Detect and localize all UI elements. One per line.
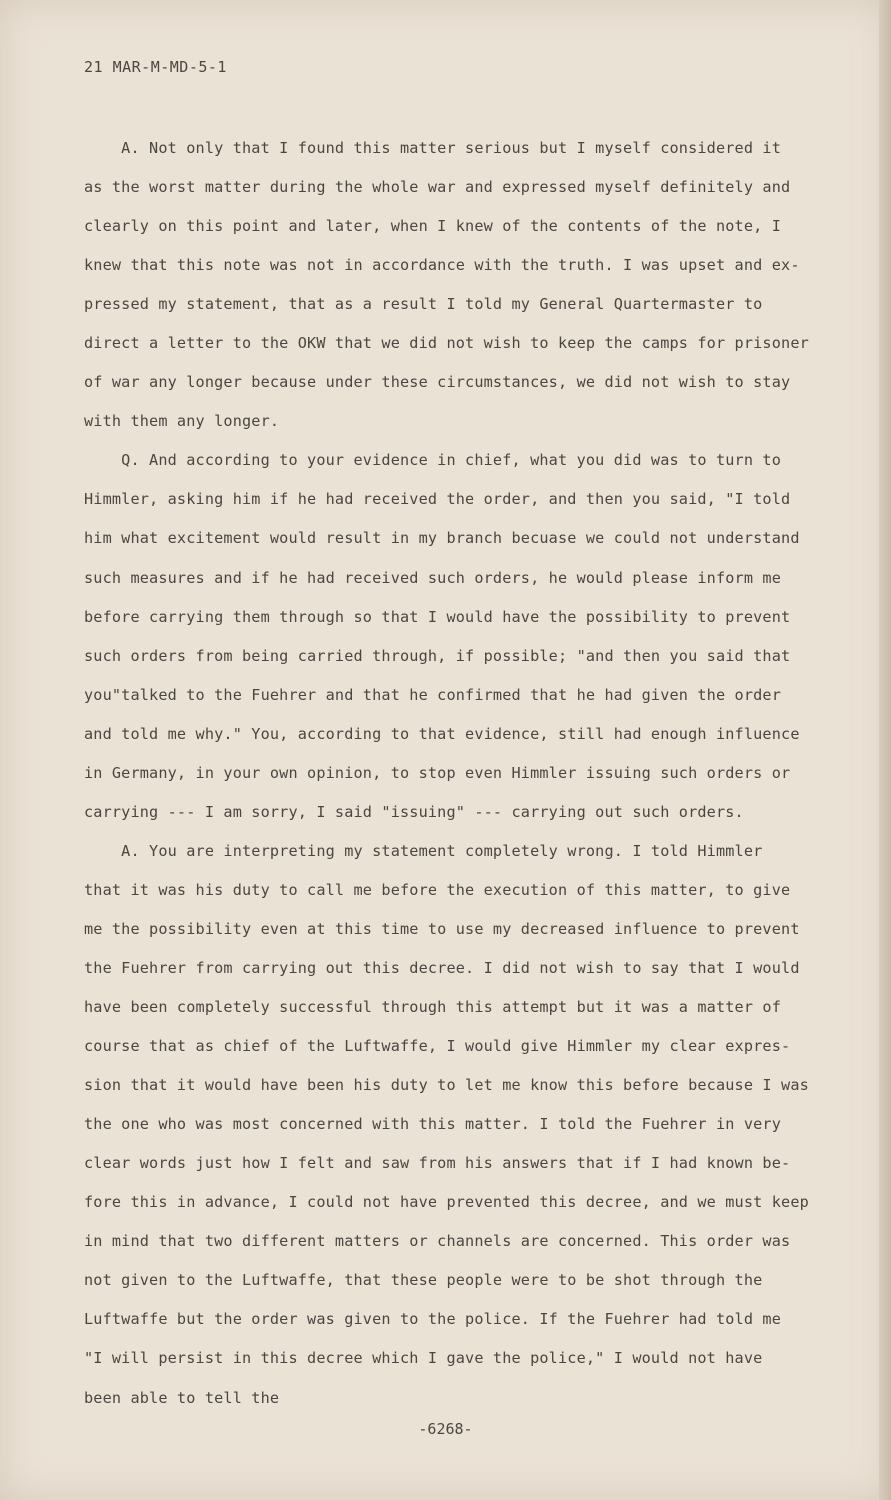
text-line: Luftwaffe but the order was given to the police. If the Fuehrer had told me xyxy=(84,1310,782,1329)
page-number: -6268- xyxy=(418,1420,473,1438)
text-line: Q. And according to your evidence in chief, what you did was to turn to xyxy=(84,451,782,470)
text-line: him what excitement would result in my branch becuase we could not understand xyxy=(84,529,800,548)
text-line: in Germany, in your own opinion, to stop even Himmler issuing such orders or xyxy=(84,763,791,782)
text-line: pressed my statement, that as a result I told my General Quartermaster to xyxy=(84,295,763,314)
text-line: direct a letter to the OKW that we did not wish to keep the camps for prisoner xyxy=(84,334,809,353)
text-line: clearly on this point and later, when I knew of the contents of the note, I xyxy=(84,217,782,236)
text-line: clear words just how I felt and saw from his answers that if I had known be- xyxy=(84,1154,791,1173)
text-line: "I will persist in this decree which I gave the police," I would not have xyxy=(84,1349,763,1368)
text-line: knew that this note was not in accordance with the truth. I was upset and ex- xyxy=(84,256,800,275)
text-line: Himmler, asking him if he had received the order, and then you said, "I told xyxy=(84,490,791,509)
text-line: the one who was most concerned with this matter. I told the Fuehrer in very xyxy=(84,1115,782,1134)
text-line: such orders from being carried through, if possible; "and then you said that xyxy=(84,646,791,665)
text-line: and told me why." You, according to that evidence, still had enough influence xyxy=(84,724,800,743)
text-line: as the worst matter during the whole war and expressed myself definitely and xyxy=(84,178,791,197)
text-line: sion that it would have been his duty to let me know this before because I was xyxy=(84,1076,809,1095)
text-line: course that as chief of the Luftwaffe, I would give Himmler my clear expres- xyxy=(84,1037,791,1056)
text-line: A. You are interpreting my statement completely wrong. I told Himmler xyxy=(84,841,763,860)
text-line: A. Not only that I found this matter serious but I myself considered it xyxy=(84,139,782,157)
text-line: you"talked to the Fuehrer and that he confirmed that he had given the order xyxy=(84,685,782,704)
text-line: been able to tell the xyxy=(84,1388,280,1407)
transcript-body xyxy=(84,129,884,1418)
text-line: not given to the Luftwaffe, that these people were to be shot through the xyxy=(84,1271,763,1290)
text-line: fore this in advance, I could not have prevented this decree, and we must keep xyxy=(84,1193,809,1212)
text-line: have been completely successful through this attempt but it was a matter of xyxy=(84,998,782,1017)
text-line: me the possibility even at this time to use my decreased influence to prevent xyxy=(84,919,800,938)
text-line: the Fuehrer from carrying out this decree. I did not wish to say that I would xyxy=(84,958,800,977)
text-line: before carrying them through so that I would have the possibility to prevent xyxy=(84,607,791,626)
text-line: such measures and if he had received such orders, he would please inform me xyxy=(84,568,782,587)
text-line: of war any longer because under these circumstances, we did not wish to stay xyxy=(84,373,791,392)
text-line: in mind that two different matters or channels are concerned. This order was xyxy=(84,1232,791,1251)
document-header: 21 MAR-M-MD-5-1 xyxy=(84,58,227,76)
text-line: with them any longer. xyxy=(84,412,280,431)
text-line: that it was his duty to call me before the execution of this matter, to give xyxy=(84,880,791,899)
text-line: carrying --- I am sorry, I said "issuing" --- carrying out such orders. xyxy=(84,802,744,821)
